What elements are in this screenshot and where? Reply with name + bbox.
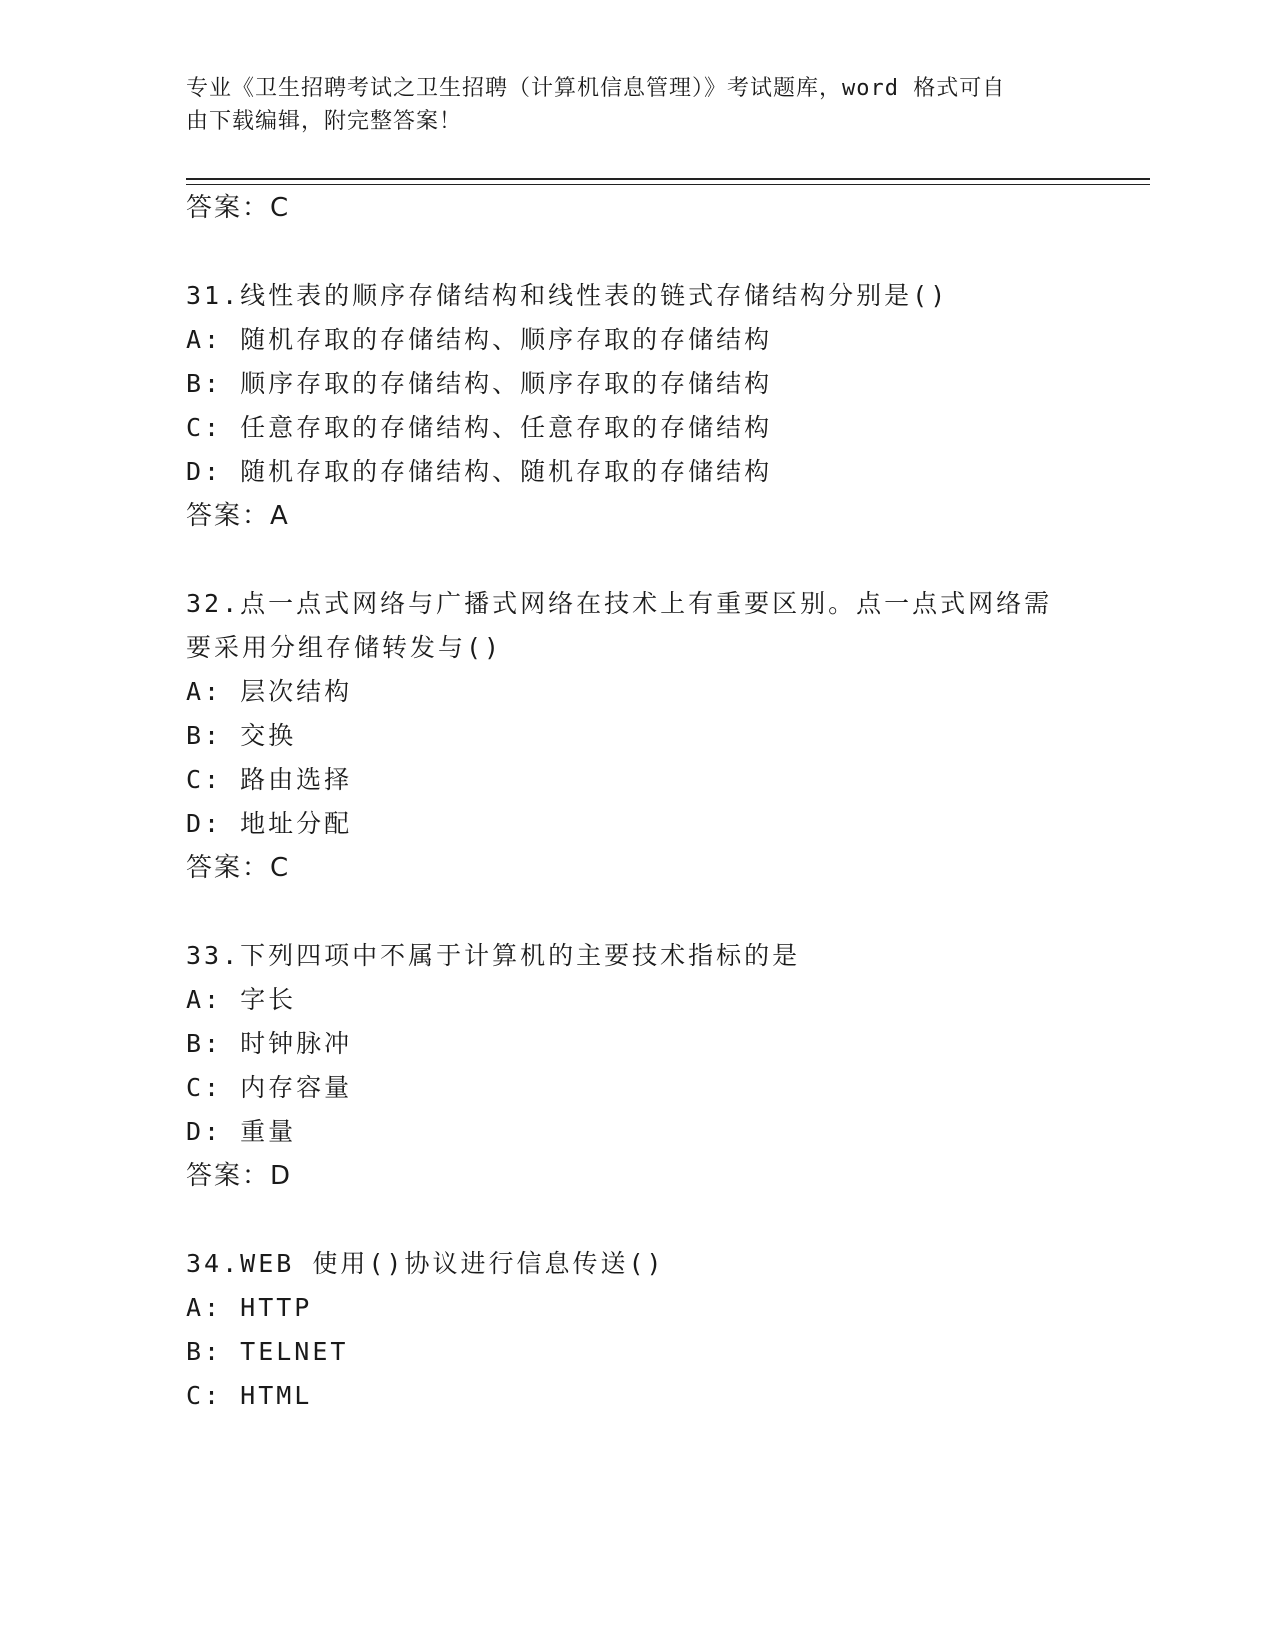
question-33-stem: 33.下列四项中不属于计算机的主要技术指标的是	[186, 941, 801, 970]
question-31-option-c: C: 任意存取的存储结构、任意存取的存储结构	[186, 413, 773, 442]
header-line-1: 专业《卫生招聘考试之卫生招聘（计算机信息管理）》考试题库，word 格式可自	[186, 76, 1006, 101]
question-33-option-a: A: 字长	[186, 985, 297, 1014]
question-32-option-d: D: 地址分配	[186, 809, 353, 838]
document-header	[186, 72, 1066, 138]
question-32-stem-line-2: 要采用分组存储转发与()	[186, 633, 503, 662]
question-34-option-c: C: HTML	[186, 1381, 313, 1410]
question-33-option-d: D: 重量	[186, 1117, 297, 1146]
question-32-option-c: C: 路由选择	[186, 765, 353, 794]
question-31-stem: 31.线性表的顺序存储结构和线性表的链式存储结构分别是()	[186, 281, 949, 310]
question-34-option-b: B: TELNET	[186, 1337, 349, 1366]
question-31-option-d: D: 随机存取的存储结构、随机存取的存储结构	[186, 457, 773, 486]
question-31-option-a: A: 随机存取的存储结构、顺序存取的存储结构	[186, 325, 773, 354]
question-32-option-a: A: 层次结构	[186, 677, 353, 706]
question-33-option-b: B: 时钟脉冲	[186, 1029, 353, 1058]
question-33-option-c: C: 内存容量	[186, 1073, 353, 1102]
question-31-answer: 答案：A	[186, 501, 290, 531]
header-rule-thick	[186, 178, 1150, 180]
header-line-2: 由下载编辑，附完整答案！	[186, 109, 463, 134]
question-32-answer: 答案：C	[186, 853, 291, 883]
question-32-stem-line-1: 32.点一点式网络与广播式网络在技术上有重要区别。点一点式网络需	[186, 589, 1053, 618]
question-31-option-b: B: 顺序存取的存储结构、顺序存取的存储结构	[186, 369, 773, 398]
question-32-option-b: B: 交换	[186, 721, 297, 750]
question-34-option-a: A: HTTP	[186, 1293, 313, 1322]
question-33-answer: 答案：D	[186, 1161, 293, 1191]
header-rule-thin	[186, 184, 1150, 185]
answer-previous: 答案：C	[186, 193, 291, 223]
question-34-stem: 34.WEB 使用()协议进行信息传送()	[186, 1249, 665, 1278]
